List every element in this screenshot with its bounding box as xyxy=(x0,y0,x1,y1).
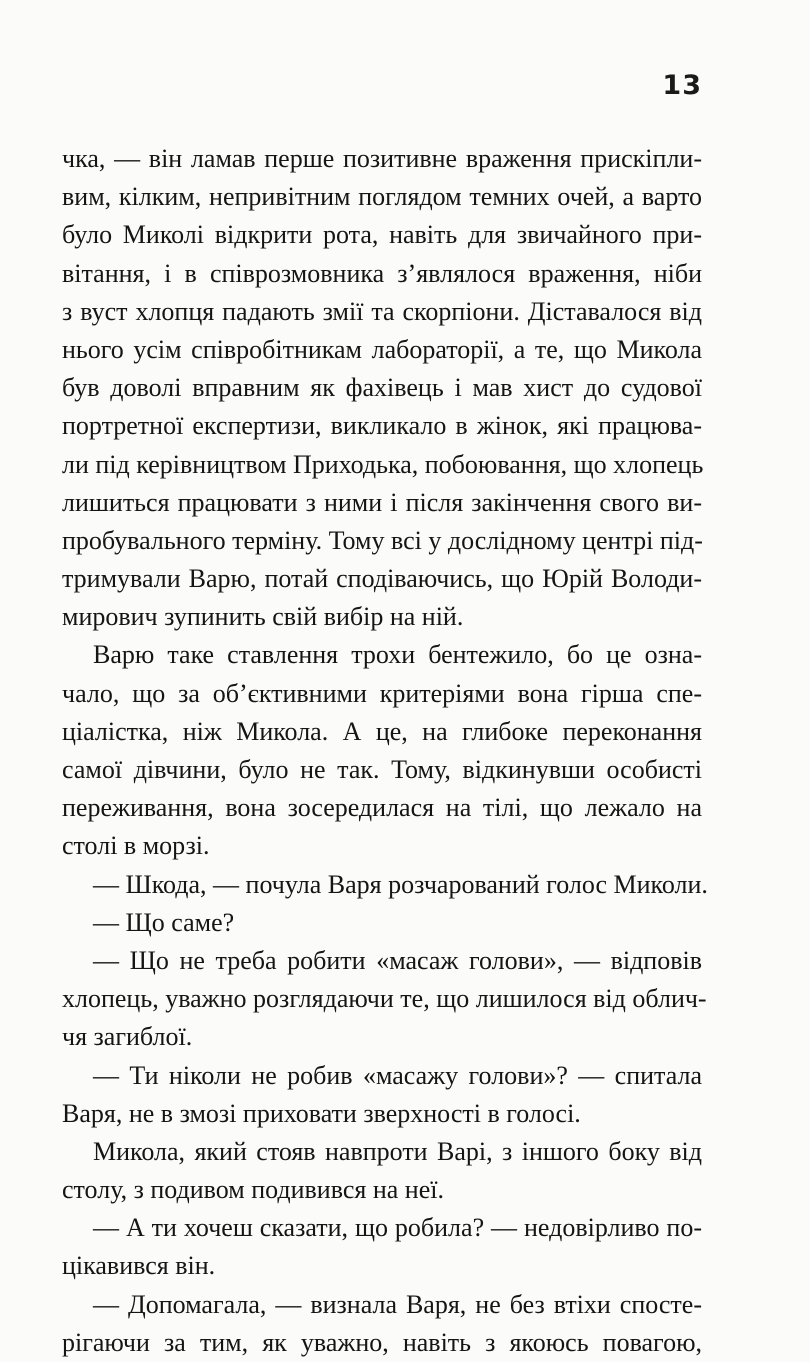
text-line: пробувального терміну. Тому всі у дослідному центрі під- xyxy=(62,525,703,555)
text-line: чя загиблої. xyxy=(62,1022,193,1052)
text-line: — Шкода, — почула Варя розчарований голос Миколи. xyxy=(93,869,708,899)
text-line: лишиться працювати з ними і після закінчення свого ви- xyxy=(62,487,702,517)
text-line: ціалістка, ніж Микола. А це, на глибоке переконання xyxy=(62,716,702,746)
text-line: столі в морзі. xyxy=(62,831,210,861)
page-number: 13 xyxy=(662,70,702,101)
text-line: ли під керівництвом Приходька, побоювання, що хлопець xyxy=(62,449,704,479)
text-line: рігаючи за тим, як уважно, навіть з якоюсь повагою, xyxy=(62,1327,702,1357)
text-line: — Що не треба робити «масаж голови», — відповів xyxy=(93,945,702,975)
text-line: тримували Варю, потай сподіваючись, що Юрій Володи- xyxy=(62,564,702,594)
text-line: цікавився він. xyxy=(62,1251,216,1281)
text-line: портретної експертизи, викликало в жінок, які працюва- xyxy=(62,411,702,441)
text-line: чка, — він ламав перше позитивне враження прискіпли- xyxy=(62,144,702,173)
text-line: Варя, не в змозі приховати зверхності в голосі. xyxy=(62,1098,581,1128)
text-line: був доволі вправним як фахівець і мав хист до судової xyxy=(62,373,702,403)
text-line: вим, кілким, непривітним поглядом темних очей, а варто xyxy=(62,182,702,212)
text-line: — Що саме? xyxy=(93,907,235,937)
text-line: Варю таке ставлення трохи бентежило, бо це озна- xyxy=(93,640,702,670)
text-line: — Ти ніколи не робив «масажу голови»? — спитала xyxy=(93,1060,702,1090)
text-line: Микола, який стояв навпроти Варі, з іншого боку від xyxy=(93,1136,702,1166)
text-line: чало, що за об’єктивними критеріями вона гірша спе- xyxy=(62,678,702,708)
page-text xyxy=(62,140,708,1362)
text-line: столу, з подивом подивився на неї. xyxy=(62,1175,444,1205)
text-line: самої дівчини, було не так. Тому, відкинувши особисті xyxy=(62,755,702,784)
text-line: переживання, вона зосередилася на тілі, що лежало на xyxy=(62,793,702,823)
text-line: вітання, і в співрозмовника з’являлося враження, ніби xyxy=(62,258,702,288)
text-line: — Допомагала, — визнала Варя, не без втіхи спосте- xyxy=(93,1289,702,1319)
text-line: було Миколі відкрити рота, навіть для звичайного при- xyxy=(62,220,702,250)
text-line: хлопець, уважно розглядаючи те, що лишилося від облич- xyxy=(62,984,707,1014)
text-line: з вуст хлопця падають змії та скорпіони. Діставалося від xyxy=(62,296,702,326)
text-line: — А ти хочеш сказати, що робила? — недовірливо по- xyxy=(93,1213,702,1243)
text-line: нього усім співробітникам лабораторії, а те, що Микола xyxy=(62,334,702,364)
text-line: мирович зупинить свій вибір на ній. xyxy=(62,602,464,632)
